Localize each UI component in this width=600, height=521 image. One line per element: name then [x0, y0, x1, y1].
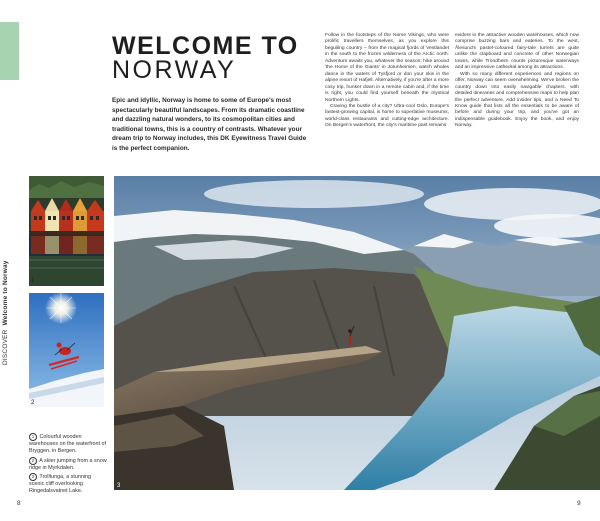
chapter-name: Welcome to Norway [2, 260, 9, 326]
caption-text: A skier jumping from a snow ridge in Myrkdalen. [29, 457, 107, 471]
body-paragraph: evident in the attractive wooden warehouses, which now comprise buzzing bars and eateries. To the west, Ålesund's pastel-coloured fairy-tale turrets are quite unlike the clapboard and concrete of other Norwegian towns, while Trondheim counts picturesque waterways and an impressive cathedral among its attractions. [455, 33, 579, 71]
caption-3 [29, 473, 107, 495]
photo-trolltunga-cliff [114, 176, 600, 490]
photo-captions [29, 433, 107, 497]
caption-1 [29, 433, 107, 455]
photo-number-1: 1 [31, 278, 35, 284]
photo-number-2: 2 [31, 400, 35, 406]
caption-text: Colourful wooden warehouses on the waterfront of Bryggen, in Bergen. [29, 434, 107, 454]
caption-2 [29, 457, 107, 472]
body-paragraph: With so many different experiences and regions on offer, Norway can seem overwhelming. We've broken the country down into easily navigable chapters, with detailed itineraries and comprehensive maps to help plan the perfect adventure. Add insider tips, and a Need To Know guide that lists all the essentials to be aware of before and during your trip, and you've got an indispensable guidebook. Enjoy the book, and enjoy Norway. [455, 71, 579, 129]
caption-number: 3 [29, 473, 37, 481]
page-number-left: 8 [17, 500, 21, 507]
page-title-line1: WELCOME TO [112, 32, 299, 60]
page-number-right: 9 [577, 500, 581, 507]
section-name: DISCOVER [2, 329, 9, 365]
page-title-line2: NORWAY [112, 56, 237, 84]
photo-skier-jump [29, 293, 104, 407]
caption-number: 1 [29, 433, 37, 441]
running-header [2, 205, 16, 365]
intro-paragraph: Epic and idyllic, Norway is home to some of Europe's most spectacularly beautiful landscapes. From its dramatic coastline and dazzling natural wonders, to its cosmopolitan cities and traditional towns, this is a country of contrasts. Whatever your dream trip to Norway includes, this DK Eyewitness Travel Guide is the perfect companion. [112, 97, 307, 152]
body-paragraph: Follow in the footsteps of the Norse Vikings, who were prolific travellers themselves, as you explore this beguiling country – from the magical fjords of Vestlandet in the south to the frozen wilderness of the Arctic north. Adventure awaits you, whatever the season; hike around 'the Home of the Giants' in Jotunheimen, watch whales dance in the waters of Tysfjord or don your skis in the alpine resort of Hafjell. Alternatively, if you're after a more cosy trip, hunker down in a remote cabin and, if the time is right, you could find yourself beneath the mystical Northern Lights. [325, 33, 449, 103]
body-column-2 [455, 33, 579, 130]
caption-number: 2 [29, 457, 37, 465]
caption-text: Trolltunga, a stunning scenic cliff overlooking Ringedalsvatnet Lake. [29, 474, 92, 494]
section-color-tab [0, 22, 19, 80]
photo-number-3: 3 [117, 483, 121, 489]
body-column-1 [325, 33, 449, 130]
photo-bryggen-warehouses [29, 176, 104, 286]
body-paragraph: Craving the bustle of a city? Ultra-cool Oslo, Europe's fastest-growing capital, is home to superlative museums, world-class restaurants and cutting-edge architecture. On Bergen's waterfront, the city's maritime past remains [325, 103, 449, 129]
